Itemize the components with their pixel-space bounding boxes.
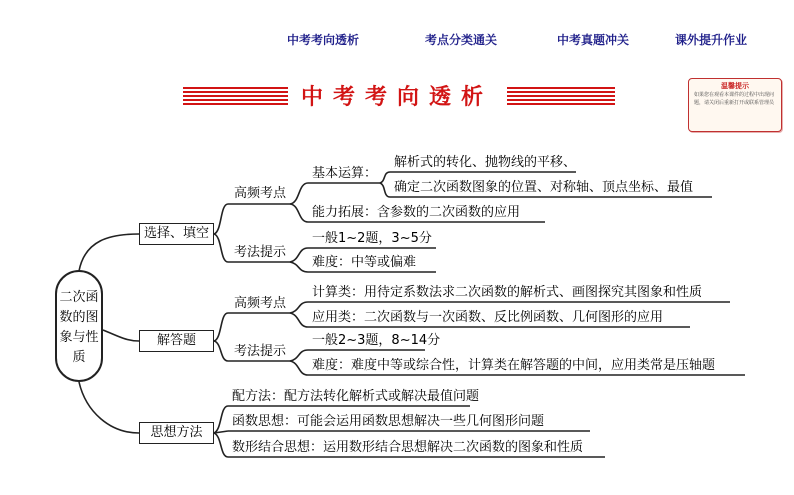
nav-link-homework[interactable]: 课外提升作业 [675, 33, 748, 47]
branch-answer: 解答题 [139, 330, 214, 352]
b3-method-2: 函数思想：可能会运用函数思想解决一些几何图形问题 [232, 414, 545, 429]
b3-method-1: 配方法：配方法转化解析式或解决最值问题 [232, 389, 480, 404]
b1-kaofa: 考法提示 [234, 245, 287, 260]
tip-title: 温馨提示 [721, 82, 749, 90]
mindmap-root: 二次函数的图象与性质 [55, 270, 103, 382]
branch-choice-fill: 选择、填空 [139, 223, 214, 245]
nav-link-exam-analysis[interactable]: 中考考向透析 [287, 33, 360, 47]
b2-gaopin: 高频考点 [234, 296, 287, 311]
b1-kaofa-1: 一般1~2题，3~5分 [312, 231, 432, 246]
b1-ability: 能力拓展：含参数的二次函数的应用 [312, 205, 521, 220]
branch-method: 思想方法 [139, 422, 214, 444]
b3-method-3: 数形结合思想：运用数形结合思想解决二次函数的图象和性质 [232, 440, 584, 455]
b2-calc: 计算类：用待定系数法求二次函数的解析式、画图探究其图象和性质 [312, 285, 703, 300]
b1-basic: 基本运算： [312, 166, 378, 181]
b1-kaofa-2: 难度：中等或偏难 [312, 255, 417, 270]
nav-link-real-exam[interactable]: 中考真题冲关 [557, 33, 630, 47]
b2-kaofa-1: 一般2~3题，8~14分 [312, 333, 441, 348]
nav-link-classified-practice[interactable]: 考点分类通关 [425, 33, 498, 47]
b2-app: 应用类：二次函数与一次函数、反比例函数、几何图形的应用 [312, 310, 664, 325]
banner-title: 中考考向透析 [300, 85, 493, 110]
b2-kaofa-2: 难度：难度中等或综合性，计算类在解答题的中间，应用类常是压轴题 [312, 358, 716, 373]
b2-kaofa: 考法提示 [234, 344, 287, 359]
b1-gaopin: 高频考点 [234, 186, 287, 201]
tip-text: 如果您在观看本课件的过程中出现问题，请关闭后重新打开或联系管理员 [694, 92, 775, 106]
b1-basic-1: 解析式的转化、抛物线的平移、 [394, 155, 577, 170]
b1-basic-2: 确定二次函数图象的位置、对称轴、顶点坐标、最值 [394, 180, 694, 195]
